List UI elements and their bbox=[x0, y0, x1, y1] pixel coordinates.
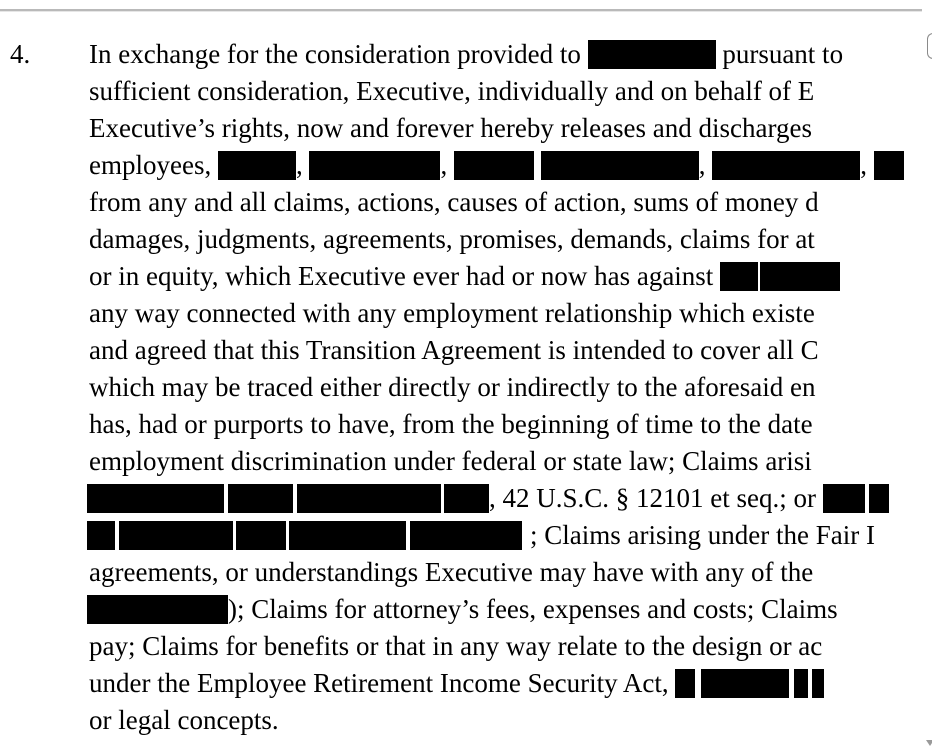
line-text: or in equity, which Executive ever had or now has against bbox=[89, 261, 721, 291]
line-text: damages, judgments, agreements, promises, demands, claims for at bbox=[89, 224, 815, 254]
line-text: which may be traced either directly or indirectly to the aforesaid en bbox=[89, 372, 816, 402]
section-number: 4. bbox=[10, 39, 31, 69]
redaction-block bbox=[541, 151, 699, 180]
line-text: from any and all claims, actions, causes of action, sums of money d bbox=[89, 187, 819, 217]
line-text: any way connected with any employment relationship which existe bbox=[89, 298, 815, 328]
paragraph-line bbox=[89, 147, 904, 184]
line-text: pursuant to bbox=[715, 39, 844, 69]
paragraph-line bbox=[89, 110, 812, 147]
paragraph-line bbox=[89, 221, 815, 258]
redaction-block bbox=[760, 262, 840, 291]
line-text: ; Claims arising under the Fair I bbox=[530, 520, 875, 550]
paragraph-line bbox=[89, 554, 813, 591]
paragraph-line bbox=[87, 517, 875, 554]
paragraph-line bbox=[89, 258, 840, 295]
line-text: , bbox=[440, 150, 454, 180]
line-text: sufficient consideration, Executive, individually and on behalf of E bbox=[89, 76, 815, 106]
line-text: agreements, or understandings Executive may have with any of the bbox=[89, 557, 814, 587]
line-text: and agreed that this Transition Agreement is intended to cover all C bbox=[89, 335, 819, 365]
redaction-block bbox=[454, 151, 534, 180]
redaction-block bbox=[874, 151, 904, 180]
paragraph-line bbox=[87, 480, 889, 517]
redaction-block bbox=[869, 484, 889, 513]
paragraph-line bbox=[89, 702, 279, 739]
redaction-block bbox=[297, 484, 441, 513]
scroll-down-arrow-icon[interactable] bbox=[926, 740, 932, 746]
line-text: , 42 U.S.C. § 12101 et seq.; or bbox=[489, 483, 823, 513]
line-text: In exchange for the consideration provided to bbox=[89, 39, 588, 69]
redaction-block bbox=[289, 521, 406, 550]
paragraph-line bbox=[89, 406, 813, 443]
line-text: Executive’s rights, now and forever hereby releases and discharges bbox=[89, 113, 812, 143]
paragraph-line bbox=[87, 591, 838, 628]
paragraph-line bbox=[89, 628, 822, 665]
line-text: has, had or purports to have, from the beginning of time to the date bbox=[89, 409, 813, 439]
redaction-block bbox=[712, 151, 860, 180]
line-text: under the Employee Retirement Income Security Act, bbox=[89, 668, 676, 698]
line-text: , bbox=[698, 150, 713, 180]
line-text: or legal concepts. bbox=[89, 705, 279, 735]
scroll-handle[interactable] bbox=[927, 33, 932, 59]
redaction-block bbox=[87, 484, 224, 513]
redaction-block bbox=[410, 521, 522, 550]
line-text: employment discrimination under federal or state law; Claims arisi bbox=[89, 446, 812, 476]
line-text bbox=[534, 150, 541, 180]
redaction-block bbox=[444, 484, 489, 513]
line-text: , bbox=[860, 150, 874, 180]
redaction-block bbox=[218, 151, 296, 180]
paragraph-line bbox=[89, 184, 819, 221]
line-text: employees, bbox=[89, 150, 218, 180]
paragraph-line bbox=[89, 295, 815, 332]
redaction-block bbox=[87, 595, 228, 624]
redaction-block bbox=[119, 521, 233, 550]
redaction-block bbox=[675, 669, 695, 698]
paragraph-line bbox=[89, 443, 812, 480]
redaction-block bbox=[228, 484, 293, 513]
paragraph-line bbox=[89, 36, 843, 73]
redaction-block bbox=[588, 40, 716, 69]
redaction-block bbox=[720, 262, 758, 291]
line-text: pay; Claims for benefits or that in any way relate to the design or ac bbox=[89, 631, 823, 661]
paragraph-line bbox=[89, 369, 815, 406]
redaction-block bbox=[812, 669, 824, 698]
redaction-block bbox=[794, 669, 808, 698]
redaction-block bbox=[236, 521, 286, 550]
redaction-block bbox=[701, 669, 789, 698]
line-text: ); Claims for attorney’s fees, expenses and costs; Claims bbox=[228, 594, 838, 624]
line-text: , bbox=[295, 150, 310, 180]
paragraph-line bbox=[89, 73, 814, 110]
paragraph-line bbox=[89, 665, 824, 702]
redaction-block bbox=[823, 484, 865, 513]
redaction-block bbox=[309, 151, 440, 180]
redaction-block bbox=[87, 521, 115, 550]
paragraph-line bbox=[89, 332, 819, 369]
